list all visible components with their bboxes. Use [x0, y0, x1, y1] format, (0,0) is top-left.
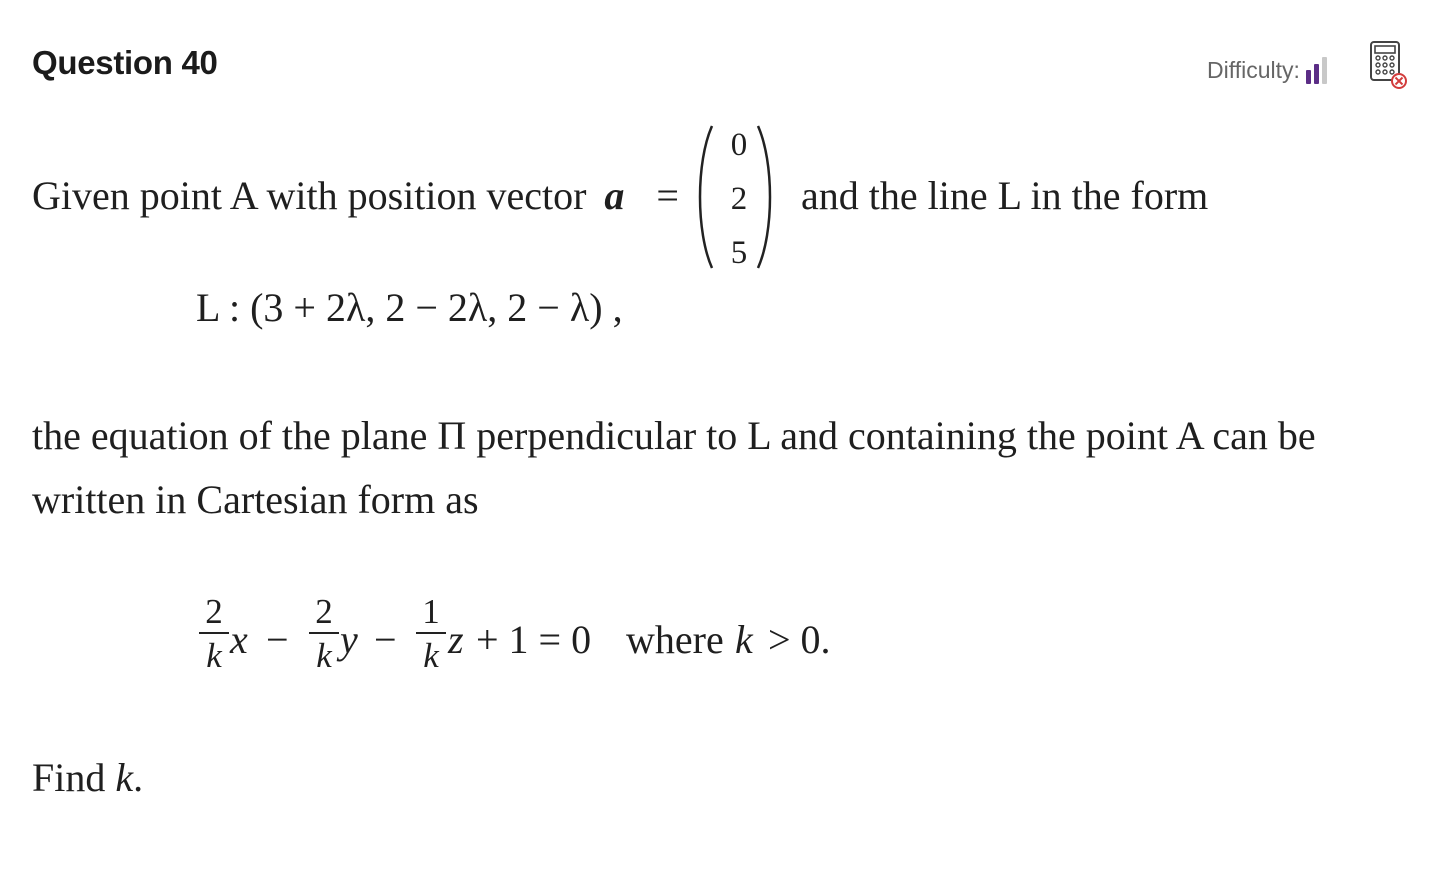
vector-symbol: a	[604, 173, 625, 218]
plane-eq-rest: + 1 = 0	[476, 617, 592, 662]
fraction-3-denominator: k	[423, 636, 439, 675]
find-line	[32, 755, 144, 800]
question-title: Question 40	[32, 44, 218, 81]
fraction-1-numerator: 2	[205, 592, 223, 631]
difficulty-label: Difficulty:	[1207, 57, 1300, 83]
fraction-3	[414, 592, 448, 676]
k-symbol: k	[735, 617, 753, 662]
difficulty-indicator	[1207, 56, 1327, 84]
equals-sign: =	[656, 173, 679, 218]
paragraph-line-1: the equation of the plane Π perpendicular to L and containing the point A can be	[32, 413, 1316, 458]
fraction-2-numerator: 2	[315, 592, 333, 631]
question-line-1	[32, 173, 689, 218]
var-z: z	[448, 617, 464, 662]
difficulty-bar-3	[1322, 57, 1327, 84]
paragraph-line-2: written in Cartesian form as	[32, 477, 479, 522]
vector-element-2: 2	[730, 181, 748, 217]
fraction-2	[307, 592, 341, 676]
operator-2: −	[374, 617, 397, 662]
line1-prefix: Given point A with position vector	[32, 173, 587, 218]
where-text: where	[626, 617, 724, 662]
left-paren	[694, 122, 716, 272]
operator-1: −	[266, 617, 289, 662]
calculator-disabled-icon[interactable]	[1368, 40, 1412, 92]
line1-suffix: and the line L in the form	[801, 173, 1209, 218]
line-equation: L : (3 + 2λ, 2 − 2λ, 2 − λ) ,	[196, 285, 623, 330]
difficulty-bar-2	[1314, 64, 1319, 84]
condition: > 0.	[768, 617, 831, 662]
var-x: x	[230, 617, 248, 662]
fraction-2-denominator: k	[316, 636, 332, 675]
find-symbol: k	[115, 755, 134, 800]
find-suffix: .	[133, 755, 144, 800]
difficulty-bars-icon	[1306, 56, 1327, 84]
right-paren	[754, 122, 776, 272]
fraction-1	[197, 592, 231, 676]
find-prefix: Find	[32, 755, 106, 800]
var-y: y	[340, 617, 358, 662]
fraction-1-denominator: k	[206, 636, 222, 675]
vector-element-1: 0	[730, 127, 748, 163]
difficulty-bar-1	[1306, 70, 1311, 84]
fraction-3-numerator: 1	[422, 592, 440, 631]
vector-element-3: 5	[730, 235, 748, 271]
